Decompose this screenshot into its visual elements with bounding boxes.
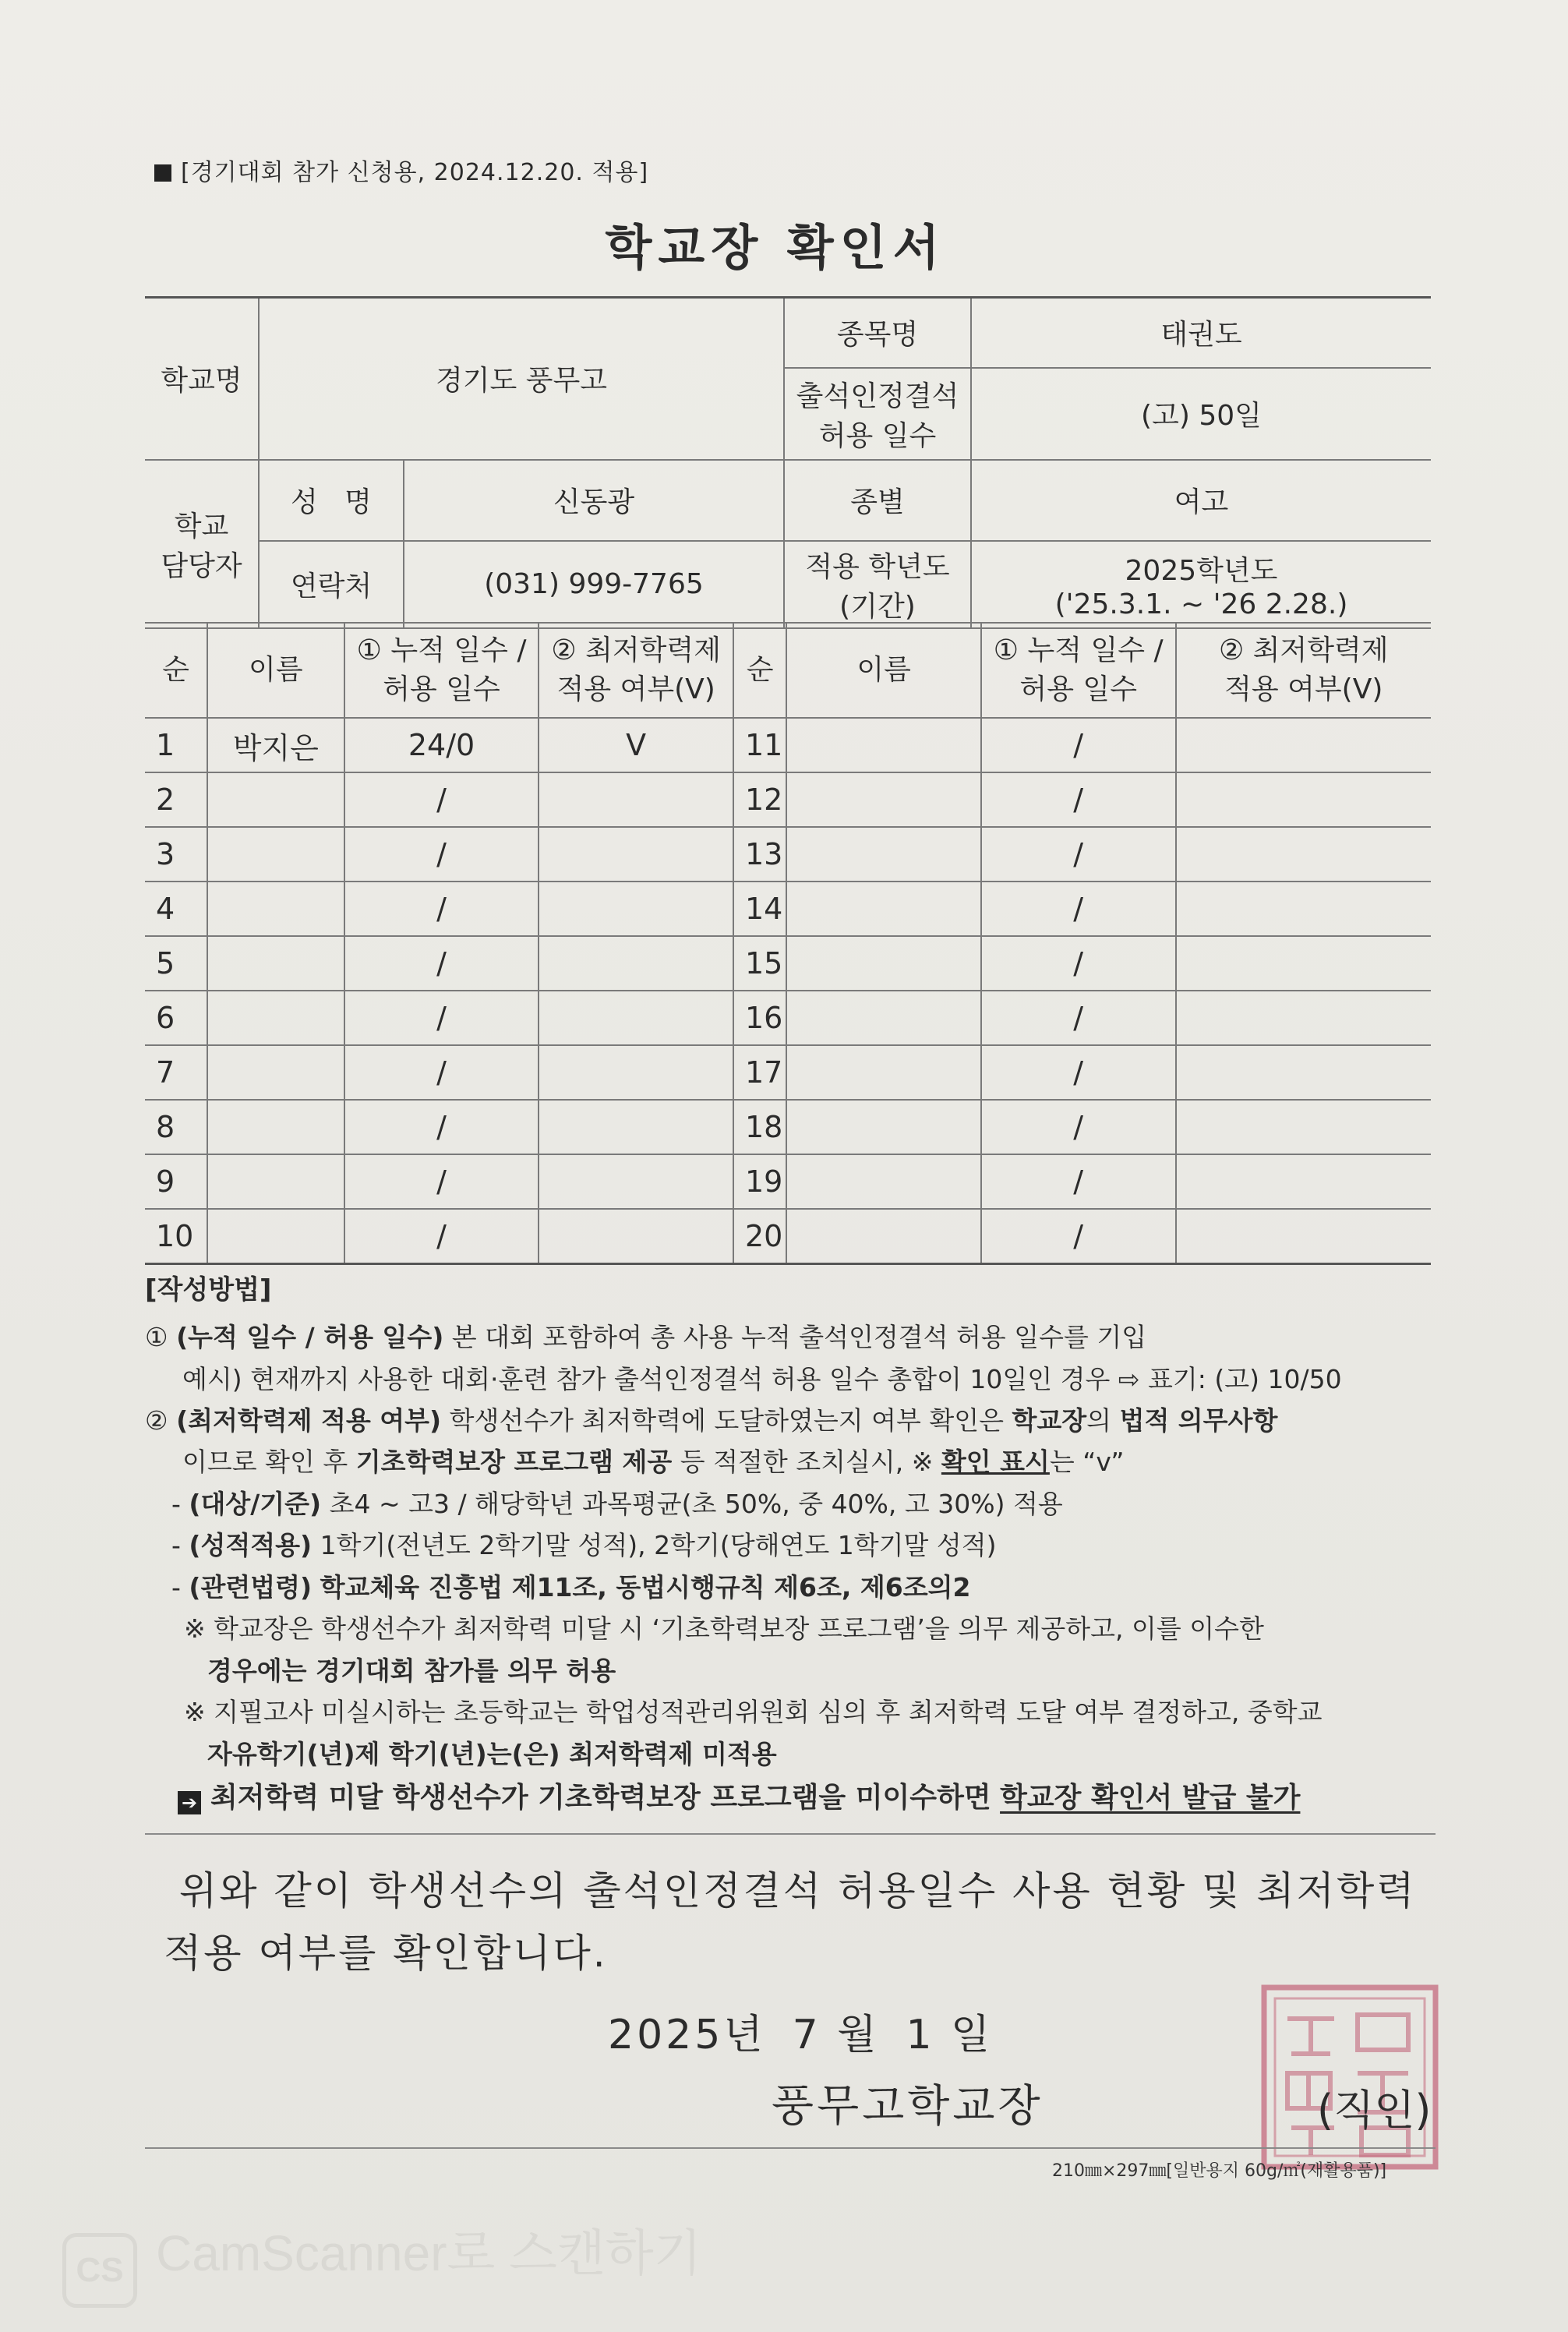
student-name <box>786 1154 981 1209</box>
student-name <box>207 1154 344 1209</box>
min-achievement <box>1176 772 1432 827</box>
row-number: 14 <box>733 882 786 936</box>
student-table <box>145 622 1431 1265</box>
row-number: 4 <box>145 882 207 936</box>
bottom-divider <box>145 2147 1436 2149</box>
allowed-days-value: (고) 50일 <box>971 368 1431 460</box>
days-used: / <box>981 1154 1176 1209</box>
student-name <box>786 718 981 772</box>
note-star-2: ※ 지필고사 미실시하는 초등학교는 학업성적관리위원회 심의 후 최저학력 도달 여부 결정하고, 중학교 <box>184 1697 1323 1728</box>
note-2-line2: 이므로 확인 후 기초학력보장 프로그램 제공 등 적절한 조치실시, ※ 확인 표시는 “v” <box>182 1447 1125 1478</box>
student-name <box>207 882 344 936</box>
min-achievement <box>1176 718 1432 772</box>
note-1-example: 예시) 현재까지 사용한 대회·훈련 참가 출석인정결석 허용 일수 총합이 10일인 경우 ⇨ 표기: (고) 10/50 <box>182 1363 1342 1394</box>
row-number: 9 <box>145 1154 207 1209</box>
days-used: 24/0 <box>344 718 539 772</box>
days-used: / <box>344 991 539 1045</box>
student-name <box>207 1100 344 1154</box>
min-achievement <box>1176 827 1432 882</box>
student-name <box>786 1209 981 1264</box>
table-row <box>145 718 1431 772</box>
note-target: - (대상/기준) 초4 ~ 고3 / 해당학년 과목평균(초 50%, 중 40%, 고 30%) 적용 <box>171 1488 1063 1519</box>
issue-date: 2025년 7 월 1 일 <box>608 2012 994 2058</box>
days-used: / <box>981 1209 1176 1264</box>
principal-name: 풍무고학교장 <box>772 2081 1044 2132</box>
header-days: ① 누적 일수 / 허용 일수 <box>344 623 539 718</box>
days-used: / <box>344 1100 539 1154</box>
min-achievement <box>1176 882 1432 936</box>
student-name <box>207 772 344 827</box>
student-rows <box>145 718 1431 1264</box>
min-achievement <box>539 772 733 827</box>
header-no: 순 <box>733 623 786 718</box>
row-number: 12 <box>733 772 786 827</box>
note-1: ① (누적 일수 / 허용 일수) 본 대회 포함하여 총 사용 누적 출석인정결석 허용 일수를 기입 <box>145 1322 1147 1353</box>
paper-spec: 210㎜×297㎜[일반용지 60g/㎡(재활용품)] <box>1052 2161 1387 2181</box>
min-achievement <box>539 882 733 936</box>
row-number: 7 <box>145 1045 207 1100</box>
note-law: - (관련법령) 학교체육 진흥법 제11조, 동법시행규칙 제6조, 제6조의2 <box>171 1571 971 1602</box>
days-used: / <box>981 882 1176 936</box>
days-used: / <box>344 1154 539 1209</box>
name-value: 신동광 <box>404 460 784 541</box>
info-table <box>145 296 1431 629</box>
seal-label: (직인) <box>1317 2086 1432 2135</box>
instructions-heading: [작성방법] <box>145 1274 272 1306</box>
min-achievement <box>539 936 733 991</box>
min-achievement <box>1176 1045 1432 1100</box>
min-achievement <box>1176 991 1432 1045</box>
student-name <box>207 1209 344 1264</box>
note-2: ② (최저학력제 적용 여부) 학생선수가 최저학력에 도달하였는지 여부 확인은 학교장의 법적 의무사항 <box>145 1404 1278 1436</box>
days-used: / <box>344 882 539 936</box>
row-number: 18 <box>733 1100 786 1154</box>
student-name <box>786 991 981 1045</box>
days-used: / <box>981 827 1176 882</box>
student-name <box>786 882 981 936</box>
student-name <box>207 991 344 1045</box>
min-achievement: V <box>539 718 733 772</box>
min-achievement <box>539 1045 733 1100</box>
square-bullet-icon <box>154 164 171 182</box>
note-grades: - (성적적용) 1학기(전년도 2학기말 성적), 2학기(당해연도 1학기말 성적) <box>171 1530 997 1561</box>
days-used: / <box>344 772 539 827</box>
table-row <box>145 1045 1431 1100</box>
document-title: 학교장 확인서 <box>605 219 946 276</box>
header-days: ① 누적 일수 / 허용 일수 <box>981 623 1176 718</box>
header-min: ② 최저학력제 적용 여부(V) <box>539 623 733 718</box>
days-used: / <box>344 936 539 991</box>
manager-label: 학교 담당자 <box>145 460 259 628</box>
row-number: 1 <box>145 718 207 772</box>
table-row <box>145 827 1431 882</box>
table-row <box>145 1100 1431 1154</box>
school-value: 경기도 풍무고 <box>259 298 784 460</box>
table-row <box>145 882 1431 936</box>
camscanner-logo-icon: CS <box>62 2233 137 2308</box>
days-used: / <box>981 1100 1176 1154</box>
days-used: / <box>981 1045 1176 1100</box>
note-star-2-cont: 자유학기(년)제 학기(년)는(은) 최저학력제 미적용 <box>207 1738 777 1769</box>
scanner-watermark: CS CamScanner로 스캔하기 <box>62 2214 701 2308</box>
row-number: 15 <box>733 936 786 991</box>
warning-callout: ➔ 최저학력 미달 학생선수가 기초학력보장 프로그램을 미이수하면 학교장 확인서 발급 불가 <box>178 1776 1300 1815</box>
row-number: 3 <box>145 827 207 882</box>
row-number: 13 <box>733 827 786 882</box>
contact-value: (031) 999-7765 <box>404 541 784 628</box>
year-label: 적용 학년도 (기간) <box>784 541 971 628</box>
student-name <box>786 1100 981 1154</box>
days-used: / <box>344 1045 539 1100</box>
header-name: 이름 <box>786 623 981 718</box>
row-number: 20 <box>733 1209 786 1264</box>
days-used: / <box>981 772 1176 827</box>
row-number: 10 <box>145 1209 207 1264</box>
form-tag: [경기대회 참가 신청용, 2024.12.20. 적용] <box>154 153 648 187</box>
header-no: 순 <box>145 623 207 718</box>
note-star-1: ※ 학교장은 학생선수가 최저학력 미달 시 ‘기초학력보장 프로그램’을 의무 제공하고, 이를 이수한 <box>184 1613 1264 1645</box>
note-star-1-cont: 경우에는 경기대회 참가를 의무 허용 <box>207 1655 616 1686</box>
student-name <box>786 827 981 882</box>
min-achievement <box>539 1209 733 1264</box>
sport-label: 종목명 <box>784 298 971 368</box>
student-name <box>207 1045 344 1100</box>
days-used: / <box>981 936 1176 991</box>
student-name <box>786 936 981 991</box>
gender-value: 여고 <box>971 460 1431 541</box>
min-achievement <box>1176 1209 1432 1264</box>
min-achievement <box>1176 1100 1432 1154</box>
row-number: 17 <box>733 1045 786 1100</box>
row-number: 2 <box>145 772 207 827</box>
header-min: ② 최저학력제 적용 여부(V) <box>1176 623 1432 718</box>
days-used: / <box>981 718 1176 772</box>
min-achievement <box>539 1100 733 1154</box>
student-name <box>207 827 344 882</box>
confirmation-text: 위와 같이 학생선수의 출석인정결석 허용일수 사용 현황 및 최저학력 적용 여부를 확인합니다. <box>164 1868 1417 1976</box>
table-row <box>145 772 1431 827</box>
table-row <box>145 936 1431 991</box>
days-used: / <box>981 991 1176 1045</box>
student-name: 박지은 <box>207 718 344 772</box>
instructions <box>145 1269 1470 1775</box>
table-row <box>145 1154 1431 1209</box>
days-used: / <box>344 1209 539 1264</box>
min-achievement <box>539 991 733 1045</box>
student-name <box>207 936 344 991</box>
days-used: / <box>344 827 539 882</box>
min-achievement <box>539 827 733 882</box>
sport-value: 태권도 <box>971 298 1431 368</box>
student-name <box>786 1045 981 1100</box>
gender-label: 종별 <box>784 460 971 541</box>
min-achievement <box>1176 1154 1432 1209</box>
arrow-box-icon: ➔ <box>178 1791 201 1814</box>
year-value: 2025학년도 ('25.3.1. ~ '26 2.28.) <box>971 541 1431 628</box>
student-name <box>786 772 981 827</box>
allowed-days-label: 출석인정결석 허용 일수 <box>784 368 971 460</box>
header-name: 이름 <box>207 623 344 718</box>
row-number: 11 <box>733 718 786 772</box>
divider <box>145 1833 1436 1835</box>
min-achievement <box>539 1154 733 1209</box>
row-number: 6 <box>145 991 207 1045</box>
name-label: 성 명 <box>259 460 404 541</box>
row-number: 19 <box>733 1154 786 1209</box>
row-number: 8 <box>145 1100 207 1154</box>
table-row <box>145 1209 1431 1264</box>
school-label: 학교명 <box>145 298 259 460</box>
min-achievement <box>1176 936 1432 991</box>
table-row <box>145 991 1431 1045</box>
contact-label: 연락처 <box>259 541 404 628</box>
row-number: 16 <box>733 991 786 1045</box>
row-number: 5 <box>145 936 207 991</box>
